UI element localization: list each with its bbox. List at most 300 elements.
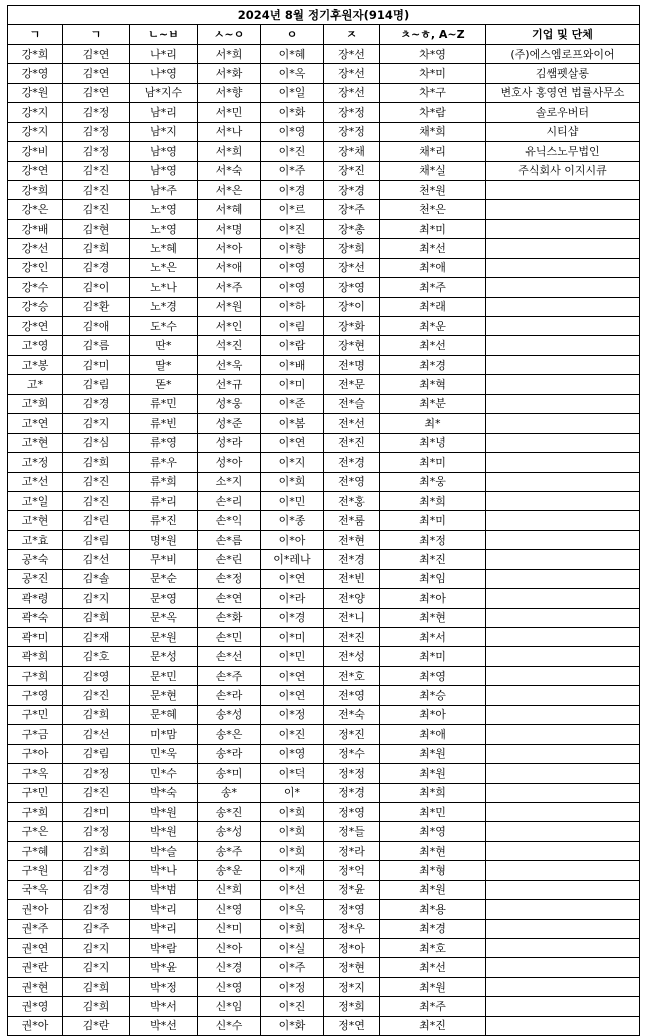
donor-name-cell: 강*지 [8, 103, 63, 122]
donor-name-cell: 구*금 [8, 725, 63, 744]
donor-name-cell: 김*진 [63, 686, 130, 705]
donor-name-cell: 최*호 [380, 939, 486, 958]
donor-name-cell: 손*화 [198, 608, 261, 627]
donor-name-cell: 문*영 [130, 589, 198, 608]
donor-name-cell: 이*영 [261, 258, 324, 277]
column-header: ㅇ [261, 25, 324, 44]
donor-name-cell: 강*수 [8, 278, 63, 297]
donor-name-cell: 손*연 [198, 589, 261, 608]
donor-name-cell: 김*선 [63, 550, 130, 569]
donor-name-cell: 강*선 [8, 239, 63, 258]
donor-name-cell: 전*호 [324, 666, 380, 685]
company-cell [486, 686, 640, 705]
donor-name-cell: 최*용 [380, 900, 486, 919]
donor-name-cell: 천*은 [380, 200, 486, 219]
donor-name-cell: 문*원 [130, 628, 198, 647]
donor-name-cell: 강*희 [8, 180, 63, 199]
table-row [8, 880, 640, 899]
donor-name-cell: 송*미 [198, 764, 261, 783]
donor-name-cell: 국*옥 [8, 880, 63, 899]
donor-name-cell: 권*현 [8, 977, 63, 996]
company-cell [486, 491, 640, 510]
donor-name-cell: 고*연 [8, 414, 63, 433]
donor-name-cell: 김*림 [63, 375, 130, 394]
donor-name-cell: 박*범 [130, 880, 198, 899]
donor-name-cell: 서*민 [198, 103, 261, 122]
donor-name-cell: 장*주 [324, 200, 380, 219]
table-title: 2024년 8월 정기후원자(914명) [8, 6, 640, 25]
donor-name-cell: 무*비 [130, 550, 198, 569]
donor-name-cell: 석*진 [198, 336, 261, 355]
donor-name-cell: 나*영 [130, 64, 198, 83]
company-cell [486, 997, 640, 1016]
table-row [8, 161, 640, 180]
donor-name-cell: 김*정 [63, 822, 130, 841]
donor-name-cell: 전*영 [324, 472, 380, 491]
donor-name-cell: 최*주 [380, 278, 486, 297]
donor-name-cell: 김*경 [63, 880, 130, 899]
donor-name-cell: 남*지수 [130, 83, 198, 102]
donor-name-cell: 김*솔 [63, 569, 130, 588]
donor-name-cell: 강*연 [8, 317, 63, 336]
donor-name-cell: 전*명 [324, 355, 380, 374]
donor-name-cell: 노*나 [130, 278, 198, 297]
donor-name-cell: 전*선 [324, 414, 380, 433]
donor-name-cell: 정*라 [324, 841, 380, 860]
donor-name-cell: 선*규 [198, 375, 261, 394]
donor-name-cell: 구*민 [8, 705, 63, 724]
donor-name-cell: 강*희 [8, 44, 63, 63]
donor-name-cell: 이*배 [261, 355, 324, 374]
donor-name-cell: 이*재 [261, 861, 324, 880]
company-cell [486, 1016, 640, 1035]
donor-name-cell: 손*라 [198, 686, 261, 705]
donor-name-cell: 남*주 [130, 180, 198, 199]
donor-name-cell: 정*우 [324, 919, 380, 938]
donor-name-cell: 박*슬 [130, 841, 198, 860]
table-row [8, 200, 640, 219]
donor-name-cell: 김*진 [63, 472, 130, 491]
donor-name-cell: 성*준 [198, 414, 261, 433]
donor-name-cell: 서*혜 [198, 200, 261, 219]
table-row [8, 103, 640, 122]
donor-name-cell: 구*은 [8, 822, 63, 841]
company-cell [486, 278, 640, 297]
table-row [8, 939, 640, 958]
donor-name-cell: 김*지 [63, 958, 130, 977]
donor-name-cell: 류*영 [130, 433, 198, 452]
donor-name-cell: 김*환 [63, 297, 130, 316]
donor-name-cell: 이*봄 [261, 414, 324, 433]
table-row [8, 336, 640, 355]
donor-name-cell: 문*혜 [130, 705, 198, 724]
donor-name-cell: 손*주 [198, 666, 261, 685]
donor-name-cell: 구*아 [8, 744, 63, 763]
donor-name-cell: 이*경 [261, 180, 324, 199]
donor-name-cell: 송*성 [198, 822, 261, 841]
donor-name-cell: 김*연 [63, 83, 130, 102]
company-cell [486, 764, 640, 783]
company-cell [486, 414, 640, 433]
donor-name-cell: 박*원 [130, 802, 198, 821]
donor-name-cell: 이*혜 [261, 44, 324, 63]
donor-name-cell: 최*원 [380, 880, 486, 899]
donor-name-cell: 최*선 [380, 336, 486, 355]
table-row [8, 997, 640, 1016]
donor-name-cell: 차*람 [380, 103, 486, 122]
donor-name-cell: 최*미 [380, 647, 486, 666]
donor-name-cell: 최*분 [380, 394, 486, 413]
donor-name-cell: 고* [8, 375, 63, 394]
donor-name-cell: 곽*희 [8, 647, 63, 666]
donor-name-cell: 서*희 [198, 142, 261, 161]
donor-name-cell: 류*빈 [130, 414, 198, 433]
donor-name-cell: 성*아 [198, 453, 261, 472]
table-row [8, 725, 640, 744]
donor-name-cell: 최*서 [380, 628, 486, 647]
donor-name-cell: 김*애 [63, 317, 130, 336]
donor-name-cell: 김*선 [63, 725, 130, 744]
donor-name-cell: 서*아 [198, 239, 261, 258]
donor-name-cell: 김*희 [63, 453, 130, 472]
donor-name-cell: 최*진 [380, 1016, 486, 1035]
donor-name-cell: 전*현 [324, 530, 380, 549]
donor-name-cell: 이*정 [261, 977, 324, 996]
donor-name-cell: 장*희 [324, 239, 380, 258]
donor-name-cell: 권*란 [8, 958, 63, 977]
donor-name-cell: 김*림 [63, 530, 130, 549]
company-cell [486, 958, 640, 977]
donor-name-cell: 이*향 [261, 239, 324, 258]
donor-name-cell: 이*실 [261, 939, 324, 958]
donor-name-cell: 신*임 [198, 997, 261, 1016]
donor-name-cell: 신*영 [198, 977, 261, 996]
donor-name-cell: 김*이 [63, 278, 130, 297]
donor-name-cell: 노*혜 [130, 239, 198, 258]
donor-name-cell: 이*영 [261, 122, 324, 141]
donor-name-cell: 신*영 [198, 900, 261, 919]
donor-name-cell: 도*수 [130, 317, 198, 336]
donor-name-cell: 김*정 [63, 900, 130, 919]
donor-name-cell: 김*름 [63, 336, 130, 355]
donor-table [7, 5, 640, 1036]
company-cell: 유닉스노무법인 [486, 142, 640, 161]
donor-name-cell: 최*진 [380, 550, 486, 569]
donor-name-cell: 박*윤 [130, 958, 198, 977]
company-cell [486, 530, 640, 549]
donor-name-cell: 정*정 [324, 764, 380, 783]
donor-name-cell: 선*욱 [198, 355, 261, 374]
donor-name-cell: 공*진 [8, 569, 63, 588]
donor-name-cell: 최*영 [380, 666, 486, 685]
donor-name-cell: 전*양 [324, 589, 380, 608]
table-row [8, 180, 640, 199]
donor-name-cell: 신*아 [198, 939, 261, 958]
donor-name-cell: 최*경 [380, 355, 486, 374]
donor-name-cell: 최*애 [380, 258, 486, 277]
donor-name-cell: 전*홍 [324, 491, 380, 510]
donor-name-cell: 문*민 [130, 666, 198, 685]
donor-name-cell: 곽*미 [8, 628, 63, 647]
donor-name-cell: 이*희 [261, 822, 324, 841]
donor-name-cell: 전*숙 [324, 705, 380, 724]
donor-name-cell: 김*연 [63, 64, 130, 83]
table-row [8, 258, 640, 277]
donor-name-cell: 김*진 [63, 783, 130, 802]
company-cell [486, 394, 640, 413]
donor-name-cell: 이* [261, 783, 324, 802]
donor-name-cell: 이*지 [261, 453, 324, 472]
donor-name-cell: 전*빈 [324, 569, 380, 588]
donor-name-cell: 송*운 [198, 861, 261, 880]
donor-name-cell: 김*호 [63, 647, 130, 666]
table-row [8, 394, 640, 413]
donor-name-cell: 김*주 [63, 919, 130, 938]
donor-name-cell: 이*옥 [261, 900, 324, 919]
column-header: ㅅ~ㅇ [198, 25, 261, 44]
donor-name-cell: 서*애 [198, 258, 261, 277]
donor-name-cell: 정*지 [324, 977, 380, 996]
donor-name-cell: 송*은 [198, 725, 261, 744]
donor-name-cell: 민*수 [130, 764, 198, 783]
donor-name-cell: 최*원 [380, 764, 486, 783]
donor-name-cell: 장*화 [324, 317, 380, 336]
donor-name-cell: 최*형 [380, 861, 486, 880]
donor-name-cell: 구*원 [8, 861, 63, 880]
donor-name-cell: 이*미 [261, 628, 324, 647]
title-row [8, 6, 640, 25]
donor-name-cell: 서*인 [198, 317, 261, 336]
donor-name-cell: 문*순 [130, 569, 198, 588]
company-cell [486, 647, 640, 666]
donor-name-cell: 송*라 [198, 744, 261, 763]
donor-name-cell: 노*영 [130, 219, 198, 238]
donor-name-cell: 손*선 [198, 647, 261, 666]
donor-name-cell: 남*리 [130, 103, 198, 122]
donor-name-cell: 김*경 [63, 861, 130, 880]
donor-name-cell: 김*희 [63, 841, 130, 860]
donor-name-cell: 권*아 [8, 1016, 63, 1035]
donor-name-cell: 최*현 [380, 841, 486, 860]
company-cell [486, 705, 640, 724]
donor-name-cell: 장*채 [324, 142, 380, 161]
company-cell [486, 666, 640, 685]
donor-name-cell: 정*억 [324, 861, 380, 880]
donor-name-cell: 최*원 [380, 977, 486, 996]
donor-name-cell: 이*준 [261, 394, 324, 413]
donor-name-cell: 김*경 [63, 258, 130, 277]
company-cell [486, 608, 640, 627]
donor-name-cell: 김*정 [63, 764, 130, 783]
table-body [8, 44, 640, 1035]
donor-name-cell: 고*정 [8, 453, 63, 472]
donor-name-cell: 김*란 [63, 1016, 130, 1035]
donor-name-cell: 서*주 [198, 278, 261, 297]
company-cell [486, 550, 640, 569]
donor-name-cell: 이*연 [261, 433, 324, 452]
column-header: ㅈ [324, 25, 380, 44]
table-row [8, 64, 640, 83]
donor-name-cell: 문*현 [130, 686, 198, 705]
table-row [8, 608, 640, 627]
donor-name-cell: 문*성 [130, 647, 198, 666]
company-cell [486, 919, 640, 938]
donor-name-cell: 최*영 [380, 822, 486, 841]
company-cell: 시티샵 [486, 122, 640, 141]
donor-name-cell: 정*윤 [324, 880, 380, 899]
table-row [8, 239, 640, 258]
donor-name-cell: 최*아 [380, 589, 486, 608]
donor-name-cell: 정*수 [324, 744, 380, 763]
donor-name-cell: 김*정 [63, 103, 130, 122]
donor-name-cell: 고*현 [8, 511, 63, 530]
donor-name-cell: 최*미 [380, 453, 486, 472]
company-cell [486, 880, 640, 899]
donor-name-cell: 고*효 [8, 530, 63, 549]
donor-name-cell: 이*정 [261, 705, 324, 724]
donor-name-cell: 미*맘 [130, 725, 198, 744]
donor-name-cell: 송* [198, 783, 261, 802]
column-header: ㄴ~ㅂ [130, 25, 198, 44]
company-cell [486, 822, 640, 841]
donor-name-cell: 손*민 [198, 628, 261, 647]
donor-name-cell: 최*경 [380, 919, 486, 938]
company-cell: 김쌤펫살롱 [486, 64, 640, 83]
donor-name-cell: 전*니 [324, 608, 380, 627]
donor-name-cell: 김*희 [63, 997, 130, 1016]
donor-name-cell: 장*정 [324, 103, 380, 122]
donor-name-cell: 전*진 [324, 628, 380, 647]
donor-name-cell: 장*이 [324, 297, 380, 316]
donor-name-cell: 이*희 [261, 919, 324, 938]
donor-name-cell: 박*리 [130, 900, 198, 919]
donor-name-cell: 채*희 [380, 122, 486, 141]
donor-name-cell: 이*아 [261, 530, 324, 549]
table-row [8, 44, 640, 63]
donor-name-cell: 차*구 [380, 83, 486, 102]
donor-name-cell: 고*영 [8, 336, 63, 355]
donor-name-cell: 이*민 [261, 647, 324, 666]
donor-name-cell: 정*아 [324, 939, 380, 958]
donor-name-cell: 김*림 [63, 744, 130, 763]
donor-name-cell: 최*주 [380, 997, 486, 1016]
company-cell [486, 200, 640, 219]
donor-name-cell: 김*희 [63, 705, 130, 724]
donor-name-cell: 강*지 [8, 122, 63, 141]
table-row [8, 414, 640, 433]
table-row [8, 861, 640, 880]
donor-name-cell: 김*영 [63, 666, 130, 685]
table-row [8, 550, 640, 569]
table-row [8, 472, 640, 491]
donor-name-cell: 장*경 [324, 180, 380, 199]
donor-name-cell: 최*운 [380, 317, 486, 336]
company-cell [486, 861, 640, 880]
donor-name-cell: 박*정 [130, 977, 198, 996]
donor-name-cell: 김*심 [63, 433, 130, 452]
donor-name-cell: 서*화 [198, 64, 261, 83]
donor-name-cell: 김*지 [63, 939, 130, 958]
donor-name-cell: 이*진 [261, 219, 324, 238]
company-cell [486, 977, 640, 996]
donor-name-cell: 서*은 [198, 180, 261, 199]
donor-name-cell: 장*정 [324, 122, 380, 141]
company-cell [486, 317, 640, 336]
donor-name-cell: 이*진 [261, 997, 324, 1016]
donor-name-cell: 장*선 [324, 258, 380, 277]
donor-name-cell: 김*정 [63, 142, 130, 161]
donor-name-cell: 최* [380, 414, 486, 433]
donor-name-cell: 전*경 [324, 453, 380, 472]
donor-name-cell: 손*린 [198, 550, 261, 569]
table-row [8, 355, 640, 374]
donor-name-cell: 류*리 [130, 491, 198, 510]
donor-name-cell: 차*영 [380, 44, 486, 63]
table-row [8, 589, 640, 608]
donor-name-cell: 장*선 [324, 64, 380, 83]
table-row [8, 977, 640, 996]
donor-name-cell: 최*웅 [380, 472, 486, 491]
donor-name-cell: 서*명 [198, 219, 261, 238]
donor-name-cell: 강*원 [8, 83, 63, 102]
company-cell [486, 569, 640, 588]
company-cell [486, 841, 640, 860]
table-row [8, 433, 640, 452]
donor-name-cell: 구*희 [8, 666, 63, 685]
donor-name-cell: 딸* [130, 355, 198, 374]
table-row [8, 783, 640, 802]
donor-name-cell: 이*림 [261, 317, 324, 336]
donor-name-cell: 김*현 [63, 219, 130, 238]
table-row [8, 278, 640, 297]
donor-name-cell: 김*미 [63, 802, 130, 821]
donor-name-cell: 장*선 [324, 44, 380, 63]
donor-name-cell: 차*미 [380, 64, 486, 83]
table-row [8, 705, 640, 724]
donor-name-cell: 노*영 [130, 200, 198, 219]
donor-name-cell: 채*리 [380, 142, 486, 161]
donor-name-cell: 구*희 [8, 802, 63, 821]
donor-name-cell: 구*영 [8, 686, 63, 705]
donor-name-cell: 노*은 [130, 258, 198, 277]
donor-name-cell: 정*연 [324, 1016, 380, 1035]
donor-name-cell: 최*희 [380, 783, 486, 802]
table-row [8, 919, 640, 938]
donor-name-cell: 박*람 [130, 939, 198, 958]
donor-name-cell: 서*나 [198, 122, 261, 141]
donor-name-cell: 장*선 [324, 83, 380, 102]
company-cell [486, 219, 640, 238]
donor-name-cell: 최*임 [380, 569, 486, 588]
donor-name-cell: 김*희 [63, 239, 130, 258]
company-cell [486, 725, 640, 744]
donor-name-cell: 이*르 [261, 200, 324, 219]
company-cell [486, 900, 640, 919]
donor-name-cell: 정*현 [324, 958, 380, 977]
table-row [8, 1016, 640, 1035]
donor-name-cell: 전*진 [324, 433, 380, 452]
donor-name-cell: 이*덕 [261, 764, 324, 783]
donor-name-cell: 민*욱 [130, 744, 198, 763]
donor-name-cell: 신*희 [198, 880, 261, 899]
donor-name-cell: 남*영 [130, 142, 198, 161]
column-header: ㄱ [63, 25, 130, 44]
company-cell [486, 297, 640, 316]
donor-name-cell: 남*지 [130, 122, 198, 141]
donor-name-cell: 이*선 [261, 880, 324, 899]
table-row [8, 841, 640, 860]
column-header-row [8, 25, 640, 44]
